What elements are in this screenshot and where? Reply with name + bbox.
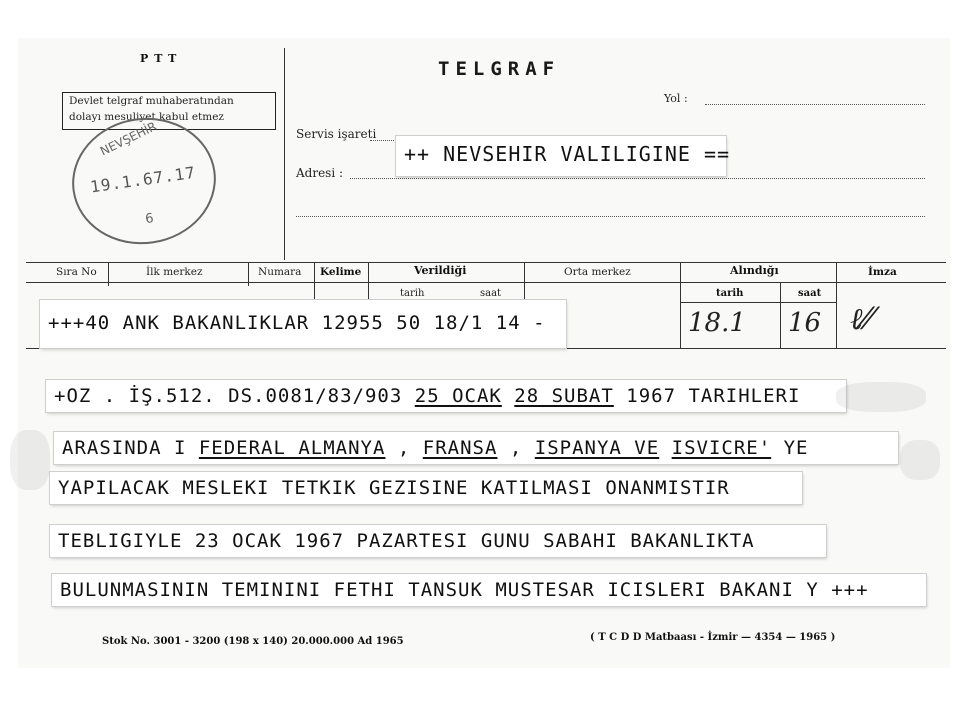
message-line-4: TEBLIGIYLE 23 OCAK 1967 PAZARTESI GUNU SABAHI BAKANLIKTA	[50, 525, 826, 557]
scan-smudge-3	[900, 440, 940, 480]
table-top-line	[26, 262, 946, 263]
adres-line-1	[350, 178, 925, 179]
footer-matbaa: ( T C D D Matbaası - İzmir — 4354 — 1965 )	[590, 632, 836, 643]
servis-label: Servis işareti	[296, 127, 377, 141]
scan-smudge-1	[836, 382, 926, 412]
signature: ℓ⁄⁄	[850, 302, 873, 337]
received-date: 18.1	[688, 308, 746, 338]
col-alindigi: Alındığı	[730, 264, 779, 277]
col-kelime: Kelime	[320, 266, 362, 278]
disclaimer-line-2: dolayı mesuliyet kabul etmez	[69, 111, 224, 123]
scan-smudge-2	[10, 430, 50, 490]
msg-arasinda: ARASINDA I	[62, 437, 187, 459]
message-line-3: YAPILACAK MESLEKI TETKIK GEZISINE KATILMASI ONANMISTIR	[50, 472, 802, 504]
msg-comma-2: ,	[509, 437, 523, 459]
col-sep-8	[836, 262, 837, 348]
msg-year: 1967 TARIHLERI	[626, 385, 801, 407]
adres-line-2	[296, 216, 925, 217]
col-sira: Sıra No	[56, 266, 97, 278]
form-title: TELGRAF	[438, 58, 561, 80]
msg-almanya: FEDERAL ALMANYA	[198, 437, 386, 459]
yol-label: Yol :	[664, 92, 688, 105]
alindigi-subline	[680, 302, 836, 303]
stamp-text: NEVŞEHİR	[97, 119, 159, 159]
message-line-2	[54, 432, 898, 464]
address-tape: ++ NEVSEHIR VALILIGINE ==	[396, 136, 726, 176]
yol-line	[705, 104, 925, 105]
stamp-date: 19.1.67.17	[88, 162, 197, 197]
sub-saat: saat	[480, 288, 502, 299]
col-sep-7	[780, 282, 781, 348]
table-head-line	[26, 282, 946, 283]
msg-fransa: FRANSA	[422, 437, 498, 459]
msg-date-start: 25 OCAK	[414, 385, 502, 407]
col-numara: Numara	[258, 266, 302, 278]
msg-isvicre: ISVICRE'	[671, 437, 772, 459]
table-bottom-line	[26, 348, 946, 349]
col-verildigi: Verildiği	[414, 264, 467, 277]
adres-label: Adresi :	[296, 166, 344, 180]
ptt-label: PTT	[140, 52, 183, 65]
sub-saat-2: saat	[798, 288, 822, 299]
msg-ref: +OZ . İŞ.512. DS.0081/83/903	[54, 385, 403, 407]
col-sep-1	[108, 262, 109, 286]
col-imza: İmza	[868, 266, 897, 278]
col-orta: Orta merkez	[564, 266, 631, 278]
col-sep-6	[680, 262, 681, 348]
msg-ispanya: ISPANYA VE	[534, 437, 660, 459]
received-hour: 16	[788, 308, 822, 338]
disclaimer-line-1: Devlet telgraf muhaberatından	[69, 95, 234, 107]
msg-comma-1: ,	[397, 437, 411, 459]
msg-date-end: 28 SUBAT	[514, 385, 614, 407]
header-divider	[284, 48, 285, 260]
msg-ye: YE	[783, 437, 809, 459]
routing-tape: +++40 ANK BAKANLIKLAR 12955 50 18/1 14 -	[40, 300, 566, 348]
message-line-1	[46, 380, 846, 412]
sub-tarih: tarih	[400, 288, 425, 299]
stamp-number: 6	[144, 211, 155, 228]
col-sep-2	[248, 262, 249, 286]
col-ilk: İlk merkez	[146, 266, 203, 278]
message-line-5: BULUNMASININ TEMININI FETHI TANSUK MUSTESAR ICISLERI BAKANI Y +++	[52, 574, 926, 606]
footer-stok: Stok No. 3001 - 3200 (198 x 140) 20.000.000 Ad 1965	[102, 636, 404, 647]
sub-tarih-2: tarih	[716, 288, 744, 299]
